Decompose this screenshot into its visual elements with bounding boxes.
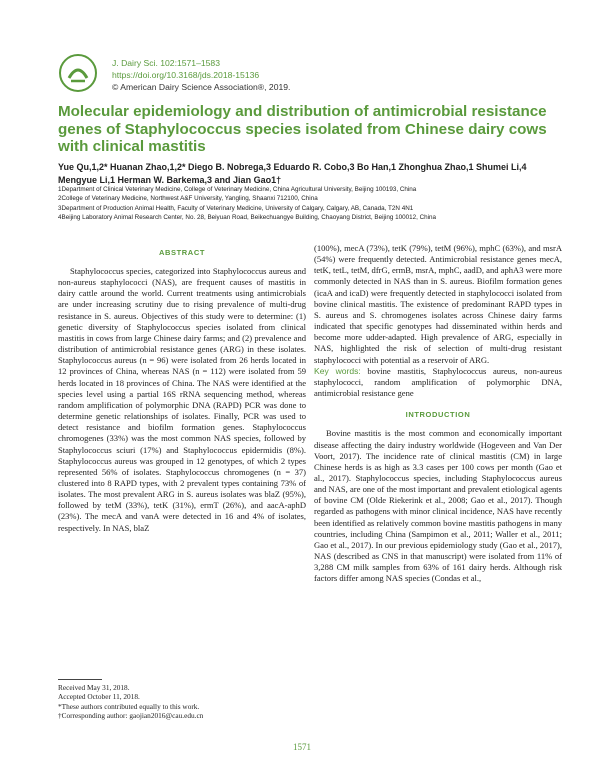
keywords bbox=[314, 366, 562, 399]
affiliation-3: 3Department of Production Animal Health, Faculty of Veterinary Medicine, University of Calgary, Calgary, AB, Canada, T2N 4N1 bbox=[58, 204, 414, 212]
authors-line-1: Yue Qu,1,2* Huanan Zhao,1,2* Diego B. Nobrega,3 Eduardo R. Cobo,3 Bo Han,1 Zhonghua Zhao,1 Shumei Li,4 bbox=[58, 162, 527, 172]
journal-header bbox=[112, 57, 290, 94]
affiliations bbox=[58, 185, 568, 223]
received-date: Received May 31, 2018. bbox=[58, 683, 130, 692]
footnotes bbox=[58, 683, 298, 721]
corresponding-author: †Corresponding author: gaojian2016@cau.edu.cn bbox=[58, 711, 204, 721]
introduction-text: Bovine mastitis is the most common and economically important disease affecting the dairy industry worldwide (Hogeveen and Van Der Voort, 2017). The incidence rate of clinical mastitis (CM) in large Chinese herds is as high as 3.3 cases per 100 cows per month (Gao et al., 2017). Staphylococcus species, including Staphylococcus aureus and NAS, are one of the most important and prevalent etiological agents of bovine CM (Olde Riekerink et al., 2008; Gao et al., 2017). Though regarded as pathogens with minor clinical incidence, NAS have recently been identified as relatively common bovine mastitis pathogens in many countries, including China (Sampimon et al., 2011; Waller et al., 2011; Gao et al., 2017). In our previous epidemiology study (Gao et al., 2017), NAS (described as CNS in that manuscript) were isolated from 11% of 3,288 CM milk samples from 63% of 161 dairy herds. Although risk factors differ among NAS species (Condas et al., bbox=[314, 428, 562, 584]
journal-citation: J. Dairy Sci. 102:1571–1583 bbox=[112, 58, 220, 68]
affiliation-1: 1Department of Clinical Veterinary Medicine, College of Veterinary Medicine, China Agricultural University, Beijing 100193, China bbox=[58, 186, 417, 193]
authors-line-2: Mengyue Li,1 Herman W. Barkema,3 and Jian Gao1† bbox=[58, 174, 282, 185]
footnote-divider bbox=[58, 679, 102, 680]
keywords-text: bovine mastitis, Staphylococcus aureus, non-aureus staphylococci, random amplification of polymorphic DNA, antimicrobial resistance gene bbox=[314, 365, 562, 399]
introduction-heading: INTRODUCTION bbox=[405, 410, 471, 420]
article-title: Molecular epidemiology and distribution of antimicrobial resistance genes of Staphylococcus species isolated from Chinese dairy cows with clinical mastitis bbox=[58, 103, 547, 156]
equal-contribution-note: *These authors contributed equally to this work. bbox=[58, 701, 200, 711]
abstract-text-part-1: Staphylococcus species, categorized into Staphylococcus aureus and non-aureus staphylococci (NAS), are frequent causes of mastitis in dairy cattle around the world. Current treatments using antimicrobials are under increasing scrutiny due to rising prevalence of multi-drug resistance in S. aureus. Objectives of this study were to determine: (1) genetic diversity of Staphylococcus species isolated from clinical mastitis in cows from large Chinese dairy farms; and (2) prevalence and distribution of antimicrobial resistance genes (ARG) in these isolates. Staphylococcus aureus (n = 96) were isolated from 26 herds located in 12 provinces of China, whereas NAS (n = 112) were isolated from 59 herds located in 18 provinces of China. The NAS were identified at the species level using a partial 16S rRNA sequencing method, whereas random amplification of polymorphic DNA (RAPD) PCR was done to determine genetic relationships of isolates. Finally, PCR was used to detect resistance and biofilm formation genes. Staphylococcus chromogenes (33%) was the most common NAS species, followed by Staphylococcus sciuri (17%) and Staphylococcus epidermidis (8%). Staphylococcus aureus was grouped in 12 genotypes, of which 2 types represented 56% of isolates. Staphylococcus chromogenes (n = 37) clustered into 8 RAPD types, with 2 prevalent types containing 73% of isolates. The most prevalent ARG in S. aureus isolates was blaZ (95%), followed by tetM (33%), tetK (31%), ermT (26%), and aacA-aphD (23%). The mecA and vanA were detected in 16 and 4% of isolates, respectively. In NAS, blaZ bbox=[58, 266, 306, 533]
page-number: 1571 bbox=[293, 742, 311, 752]
journal-logo-icon bbox=[58, 53, 98, 93]
accepted-date: Accepted October 11, 2018. bbox=[58, 692, 140, 702]
doi-link[interactable]: https://doi.org/10.3168/jds.2018-15136 bbox=[112, 70, 260, 81]
right-column bbox=[314, 243, 562, 585]
abstract-left-column bbox=[58, 266, 306, 534]
copyright: © American Dairy Science Association®, 2019. bbox=[112, 82, 291, 93]
keywords-label: Key words: bbox=[314, 365, 361, 376]
abstract-text-part-2: (100%), mecA (73%), tetK (79%), tetM (96%), mphC (63%), and msrA (54%) were frequently detected. Antimicrobial resistance genes mecA, tetK, tetL, tetM, dfrG, ermB, msrA, mphC, aadD, and aphA3 were more commonly detected in NAS than in S. aureus. Biofilm formation genes (icaA and icaD) were frequently detected in staphylococci isolated from bovine clinical mastitis. The existence of predominant RAPD types in S. aureus and S. chromogenes isolates across Chinese dairy farms indicated that specific genotypes had disseminated within herds and become more udder-adapted. High prevalence of ARG, especially in NAS, highlighted the risk of selection of multi-drug resistant staphylococci with potential as a reservoir of ARG. bbox=[314, 243, 562, 365]
affiliation-4: 4Beijing Laboratory Animal Research Center, No. 28, Beiyuan Road, Beikechuangye Building, Chaoyang District, Beijing 100012, China bbox=[58, 214, 437, 222]
affiliation-2: 2College of Veterinary Medicine, Northwest A&F University, Yangling, Shaanxi 712100, China bbox=[58, 195, 318, 203]
abstract-heading: ABSTRACT bbox=[158, 248, 206, 257]
authors bbox=[58, 161, 558, 186]
